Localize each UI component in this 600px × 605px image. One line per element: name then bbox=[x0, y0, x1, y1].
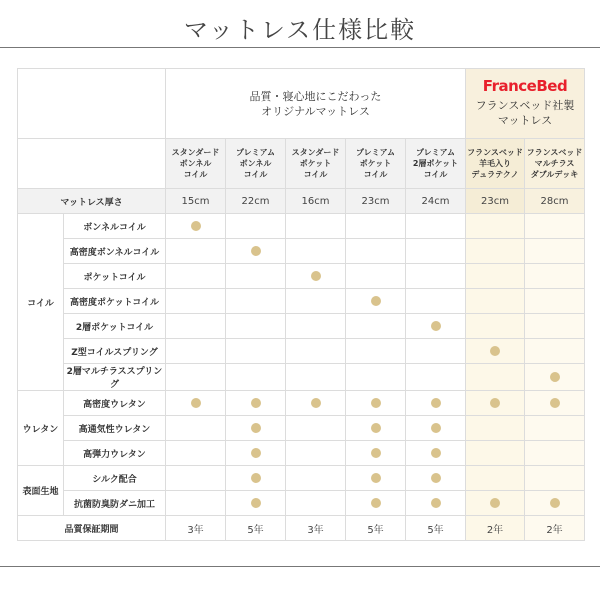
mattress-type-header bbox=[226, 139, 286, 189]
feature-cell bbox=[166, 239, 226, 264]
feature-cell bbox=[226, 416, 286, 441]
feature-label: 高密度ウレタン bbox=[64, 391, 166, 416]
feature-cell bbox=[166, 466, 226, 491]
warranty-label: 品質保証期間 bbox=[18, 516, 166, 541]
included-dot-icon bbox=[431, 398, 441, 408]
feature-cell bbox=[525, 364, 585, 391]
feature-cell bbox=[466, 441, 525, 466]
feature-cell bbox=[166, 264, 226, 289]
feature-cell bbox=[466, 391, 525, 416]
thickness-value: 15cm bbox=[166, 189, 226, 214]
included-dot-icon bbox=[251, 498, 261, 508]
type-corner-cell bbox=[18, 139, 166, 189]
francebed-logo: FranceBed bbox=[482, 77, 568, 95]
mattress-type-text: 2層ポケット bbox=[412, 159, 459, 168]
mattress-type-header bbox=[466, 139, 525, 189]
mattress-type-text: プレミアム bbox=[415, 148, 456, 157]
feature-cell bbox=[166, 214, 226, 239]
francebed-group-line2: マットレス bbox=[497, 114, 553, 127]
feature-cell bbox=[346, 314, 406, 339]
included-dot-icon bbox=[550, 398, 560, 408]
feature-cell bbox=[525, 264, 585, 289]
corner-cell bbox=[18, 69, 166, 139]
mattress-type-text: コイル bbox=[303, 170, 328, 179]
included-dot-icon bbox=[431, 423, 441, 433]
included-dot-icon bbox=[371, 296, 381, 306]
feature-cell bbox=[226, 239, 286, 264]
spec-row bbox=[18, 441, 585, 466]
category-label: コイル bbox=[18, 214, 64, 391]
original-mattress-group bbox=[166, 69, 466, 139]
page-title: マットレス仕様比較 bbox=[183, 16, 417, 44]
feature-cell bbox=[466, 239, 525, 264]
feature-cell bbox=[525, 391, 585, 416]
mattress-type-text: プレミアム bbox=[355, 148, 396, 157]
feature-cell bbox=[286, 264, 346, 289]
francebed-mattress-group bbox=[466, 69, 585, 139]
mattress-type-text: フランスベッド bbox=[467, 148, 523, 157]
feature-label: 抗菌防臭防ダニ加工 bbox=[64, 491, 166, 516]
thickness-value: 16cm bbox=[286, 189, 346, 214]
feature-label: 高弾力ウレタン bbox=[64, 441, 166, 466]
feature-cell bbox=[226, 466, 286, 491]
feature-label: Z型コイルスプリング bbox=[64, 339, 166, 364]
feature-cell bbox=[466, 491, 525, 516]
feature-cell bbox=[346, 239, 406, 264]
feature-cell bbox=[466, 314, 525, 339]
included-dot-icon bbox=[550, 498, 560, 508]
feature-cell bbox=[286, 314, 346, 339]
spec-row bbox=[18, 416, 585, 441]
included-dot-icon bbox=[371, 473, 381, 483]
mattress-type-text: フランスベッド bbox=[526, 148, 583, 157]
feature-cell bbox=[346, 441, 406, 466]
included-dot-icon bbox=[251, 423, 261, 433]
warranty-value: 5年 bbox=[346, 516, 406, 541]
included-dot-icon bbox=[251, 473, 261, 483]
included-dot-icon bbox=[191, 398, 201, 408]
feature-cell bbox=[406, 441, 466, 466]
feature-cell bbox=[286, 289, 346, 314]
mattress-type-text: 羊毛入り bbox=[479, 159, 511, 168]
included-dot-icon bbox=[490, 346, 500, 356]
spec-row bbox=[18, 364, 585, 391]
original-group-line1: 品質・寝心地にこだわった bbox=[249, 89, 382, 103]
feature-cell bbox=[406, 391, 466, 416]
feature-cell bbox=[226, 391, 286, 416]
feature-label: ボンネルコイル bbox=[64, 214, 166, 239]
feature-cell bbox=[286, 491, 346, 516]
feature-cell bbox=[525, 491, 585, 516]
feature-cell bbox=[346, 491, 406, 516]
mattress-type-text: ボンネル bbox=[239, 159, 272, 168]
original-group-line2: オリジナルマットレス bbox=[261, 104, 370, 118]
feature-cell bbox=[466, 364, 525, 391]
included-dot-icon bbox=[431, 448, 441, 458]
spec-row bbox=[18, 491, 585, 516]
feature-cell bbox=[286, 364, 346, 391]
feature-cell bbox=[466, 264, 525, 289]
feature-cell bbox=[166, 416, 226, 441]
spec-row bbox=[18, 264, 585, 289]
included-dot-icon bbox=[311, 271, 321, 281]
included-dot-icon bbox=[490, 398, 500, 408]
spec-row bbox=[18, 466, 585, 491]
feature-cell bbox=[525, 289, 585, 314]
feature-cell bbox=[466, 416, 525, 441]
feature-cell bbox=[286, 239, 346, 264]
feature-cell bbox=[286, 466, 346, 491]
warranty-value: 3年 bbox=[286, 516, 346, 541]
feature-cell bbox=[346, 391, 406, 416]
feature-cell bbox=[166, 364, 226, 391]
feature-cell bbox=[166, 289, 226, 314]
thickness-value: 24cm bbox=[406, 189, 466, 214]
mattress-type-text: マルチラス bbox=[534, 159, 575, 168]
feature-cell bbox=[346, 339, 406, 364]
feature-cell bbox=[226, 289, 286, 314]
included-dot-icon bbox=[550, 372, 560, 382]
feature-cell bbox=[166, 491, 226, 516]
thickness-row bbox=[18, 189, 585, 214]
feature-cell bbox=[466, 339, 525, 364]
feature-cell bbox=[226, 214, 286, 239]
spec-row bbox=[18, 314, 585, 339]
feature-cell bbox=[525, 214, 585, 239]
feature-cell bbox=[406, 239, 466, 264]
mattress-type-text: ポケット bbox=[359, 159, 392, 168]
mattress-type-header bbox=[346, 139, 406, 189]
mattress-type-header-row bbox=[18, 139, 585, 189]
thickness-value: 28cm bbox=[525, 189, 585, 214]
feature-cell bbox=[466, 466, 525, 491]
feature-cell bbox=[226, 264, 286, 289]
feature-cell bbox=[525, 239, 585, 264]
feature-cell bbox=[406, 339, 466, 364]
feature-cell bbox=[226, 314, 286, 339]
feature-label: シルク配合 bbox=[64, 466, 166, 491]
included-dot-icon bbox=[191, 221, 201, 231]
thickness-value: 23cm bbox=[346, 189, 406, 214]
spec-row bbox=[18, 289, 585, 314]
feature-cell bbox=[525, 416, 585, 441]
included-dot-icon bbox=[371, 398, 381, 408]
spec-comparison-table bbox=[17, 68, 585, 541]
mattress-type-header bbox=[286, 139, 346, 189]
feature-label: 高通気性ウレタン bbox=[64, 416, 166, 441]
warranty-value: 5年 bbox=[406, 516, 466, 541]
feature-cell bbox=[166, 339, 226, 364]
mattress-type-header bbox=[525, 139, 585, 189]
title-divider bbox=[0, 47, 600, 48]
mattress-type-text: デュラテクノ bbox=[471, 170, 519, 179]
feature-cell bbox=[525, 466, 585, 491]
included-dot-icon bbox=[371, 498, 381, 508]
thickness-label: マットレス厚さ bbox=[18, 189, 166, 214]
feature-cell bbox=[525, 441, 585, 466]
spec-row bbox=[18, 391, 585, 416]
mattress-type-header bbox=[166, 139, 226, 189]
feature-cell bbox=[286, 214, 346, 239]
feature-cell bbox=[406, 466, 466, 491]
mattress-type-text: コイル bbox=[423, 170, 448, 179]
feature-cell bbox=[346, 364, 406, 391]
feature-cell bbox=[226, 441, 286, 466]
mattress-type-text: ポケット bbox=[299, 159, 332, 168]
feature-cell bbox=[525, 339, 585, 364]
feature-cell bbox=[466, 289, 525, 314]
mattress-type-header bbox=[406, 139, 466, 189]
feature-cell bbox=[346, 289, 406, 314]
feature-cell bbox=[406, 416, 466, 441]
feature-label: ポケットコイル bbox=[64, 264, 166, 289]
included-dot-icon bbox=[311, 398, 321, 408]
feature-cell bbox=[286, 339, 346, 364]
bottom-divider bbox=[0, 566, 600, 567]
included-dot-icon bbox=[490, 498, 500, 508]
mattress-type-text: ダブルデッキ bbox=[530, 170, 579, 179]
warranty-value: 2年 bbox=[525, 516, 585, 541]
feature-cell bbox=[346, 214, 406, 239]
included-dot-icon bbox=[431, 498, 441, 508]
feature-label: 2層マルチラススプリング bbox=[64, 364, 166, 391]
spec-row bbox=[18, 239, 585, 264]
included-dot-icon bbox=[251, 246, 261, 256]
feature-cell bbox=[286, 441, 346, 466]
thickness-value: 23cm bbox=[466, 189, 525, 214]
feature-cell bbox=[406, 214, 466, 239]
warranty-row bbox=[18, 516, 585, 541]
feature-cell bbox=[466, 214, 525, 239]
included-dot-icon bbox=[371, 423, 381, 433]
mattress-type-text: コイル bbox=[243, 170, 268, 179]
category-label: ウレタン bbox=[18, 391, 64, 466]
feature-cell bbox=[406, 289, 466, 314]
feature-cell bbox=[286, 416, 346, 441]
feature-cell bbox=[226, 364, 286, 391]
feature-cell bbox=[525, 314, 585, 339]
included-dot-icon bbox=[371, 448, 381, 458]
category-label: 表面生地 bbox=[18, 466, 64, 516]
feature-cell bbox=[346, 466, 406, 491]
feature-cell bbox=[406, 314, 466, 339]
feature-cell bbox=[406, 264, 466, 289]
feature-cell bbox=[166, 314, 226, 339]
feature-label: 2層ポケットコイル bbox=[64, 314, 166, 339]
feature-cell bbox=[226, 491, 286, 516]
feature-cell bbox=[346, 416, 406, 441]
included-dot-icon bbox=[251, 398, 261, 408]
feature-cell bbox=[346, 264, 406, 289]
included-dot-icon bbox=[431, 473, 441, 483]
mattress-type-text: コイル bbox=[363, 170, 388, 179]
included-dot-icon bbox=[431, 321, 441, 331]
spec-row bbox=[18, 339, 585, 364]
included-dot-icon bbox=[251, 448, 261, 458]
spec-row bbox=[18, 214, 585, 239]
feature-label: 高密度ポケットコイル bbox=[64, 289, 166, 314]
thickness-value: 22cm bbox=[226, 189, 286, 214]
mattress-type-text: プレミアム bbox=[235, 148, 276, 157]
warranty-value: 5年 bbox=[226, 516, 286, 541]
mattress-type-text: コイル bbox=[183, 170, 208, 179]
feature-cell bbox=[226, 339, 286, 364]
francebed-group-line1: フランスベッド社製 bbox=[475, 99, 575, 112]
mattress-type-text: スタンダード bbox=[171, 148, 220, 157]
warranty-value: 3年 bbox=[166, 516, 226, 541]
mattress-type-text: スタンダード bbox=[291, 148, 340, 157]
feature-label: 高密度ボンネルコイル bbox=[64, 239, 166, 264]
mattress-type-text: ボンネル bbox=[179, 159, 212, 168]
warranty-value: 2年 bbox=[466, 516, 525, 541]
feature-cell bbox=[406, 491, 466, 516]
feature-cell bbox=[406, 364, 466, 391]
feature-cell bbox=[166, 391, 226, 416]
feature-cell bbox=[166, 441, 226, 466]
feature-cell bbox=[286, 391, 346, 416]
